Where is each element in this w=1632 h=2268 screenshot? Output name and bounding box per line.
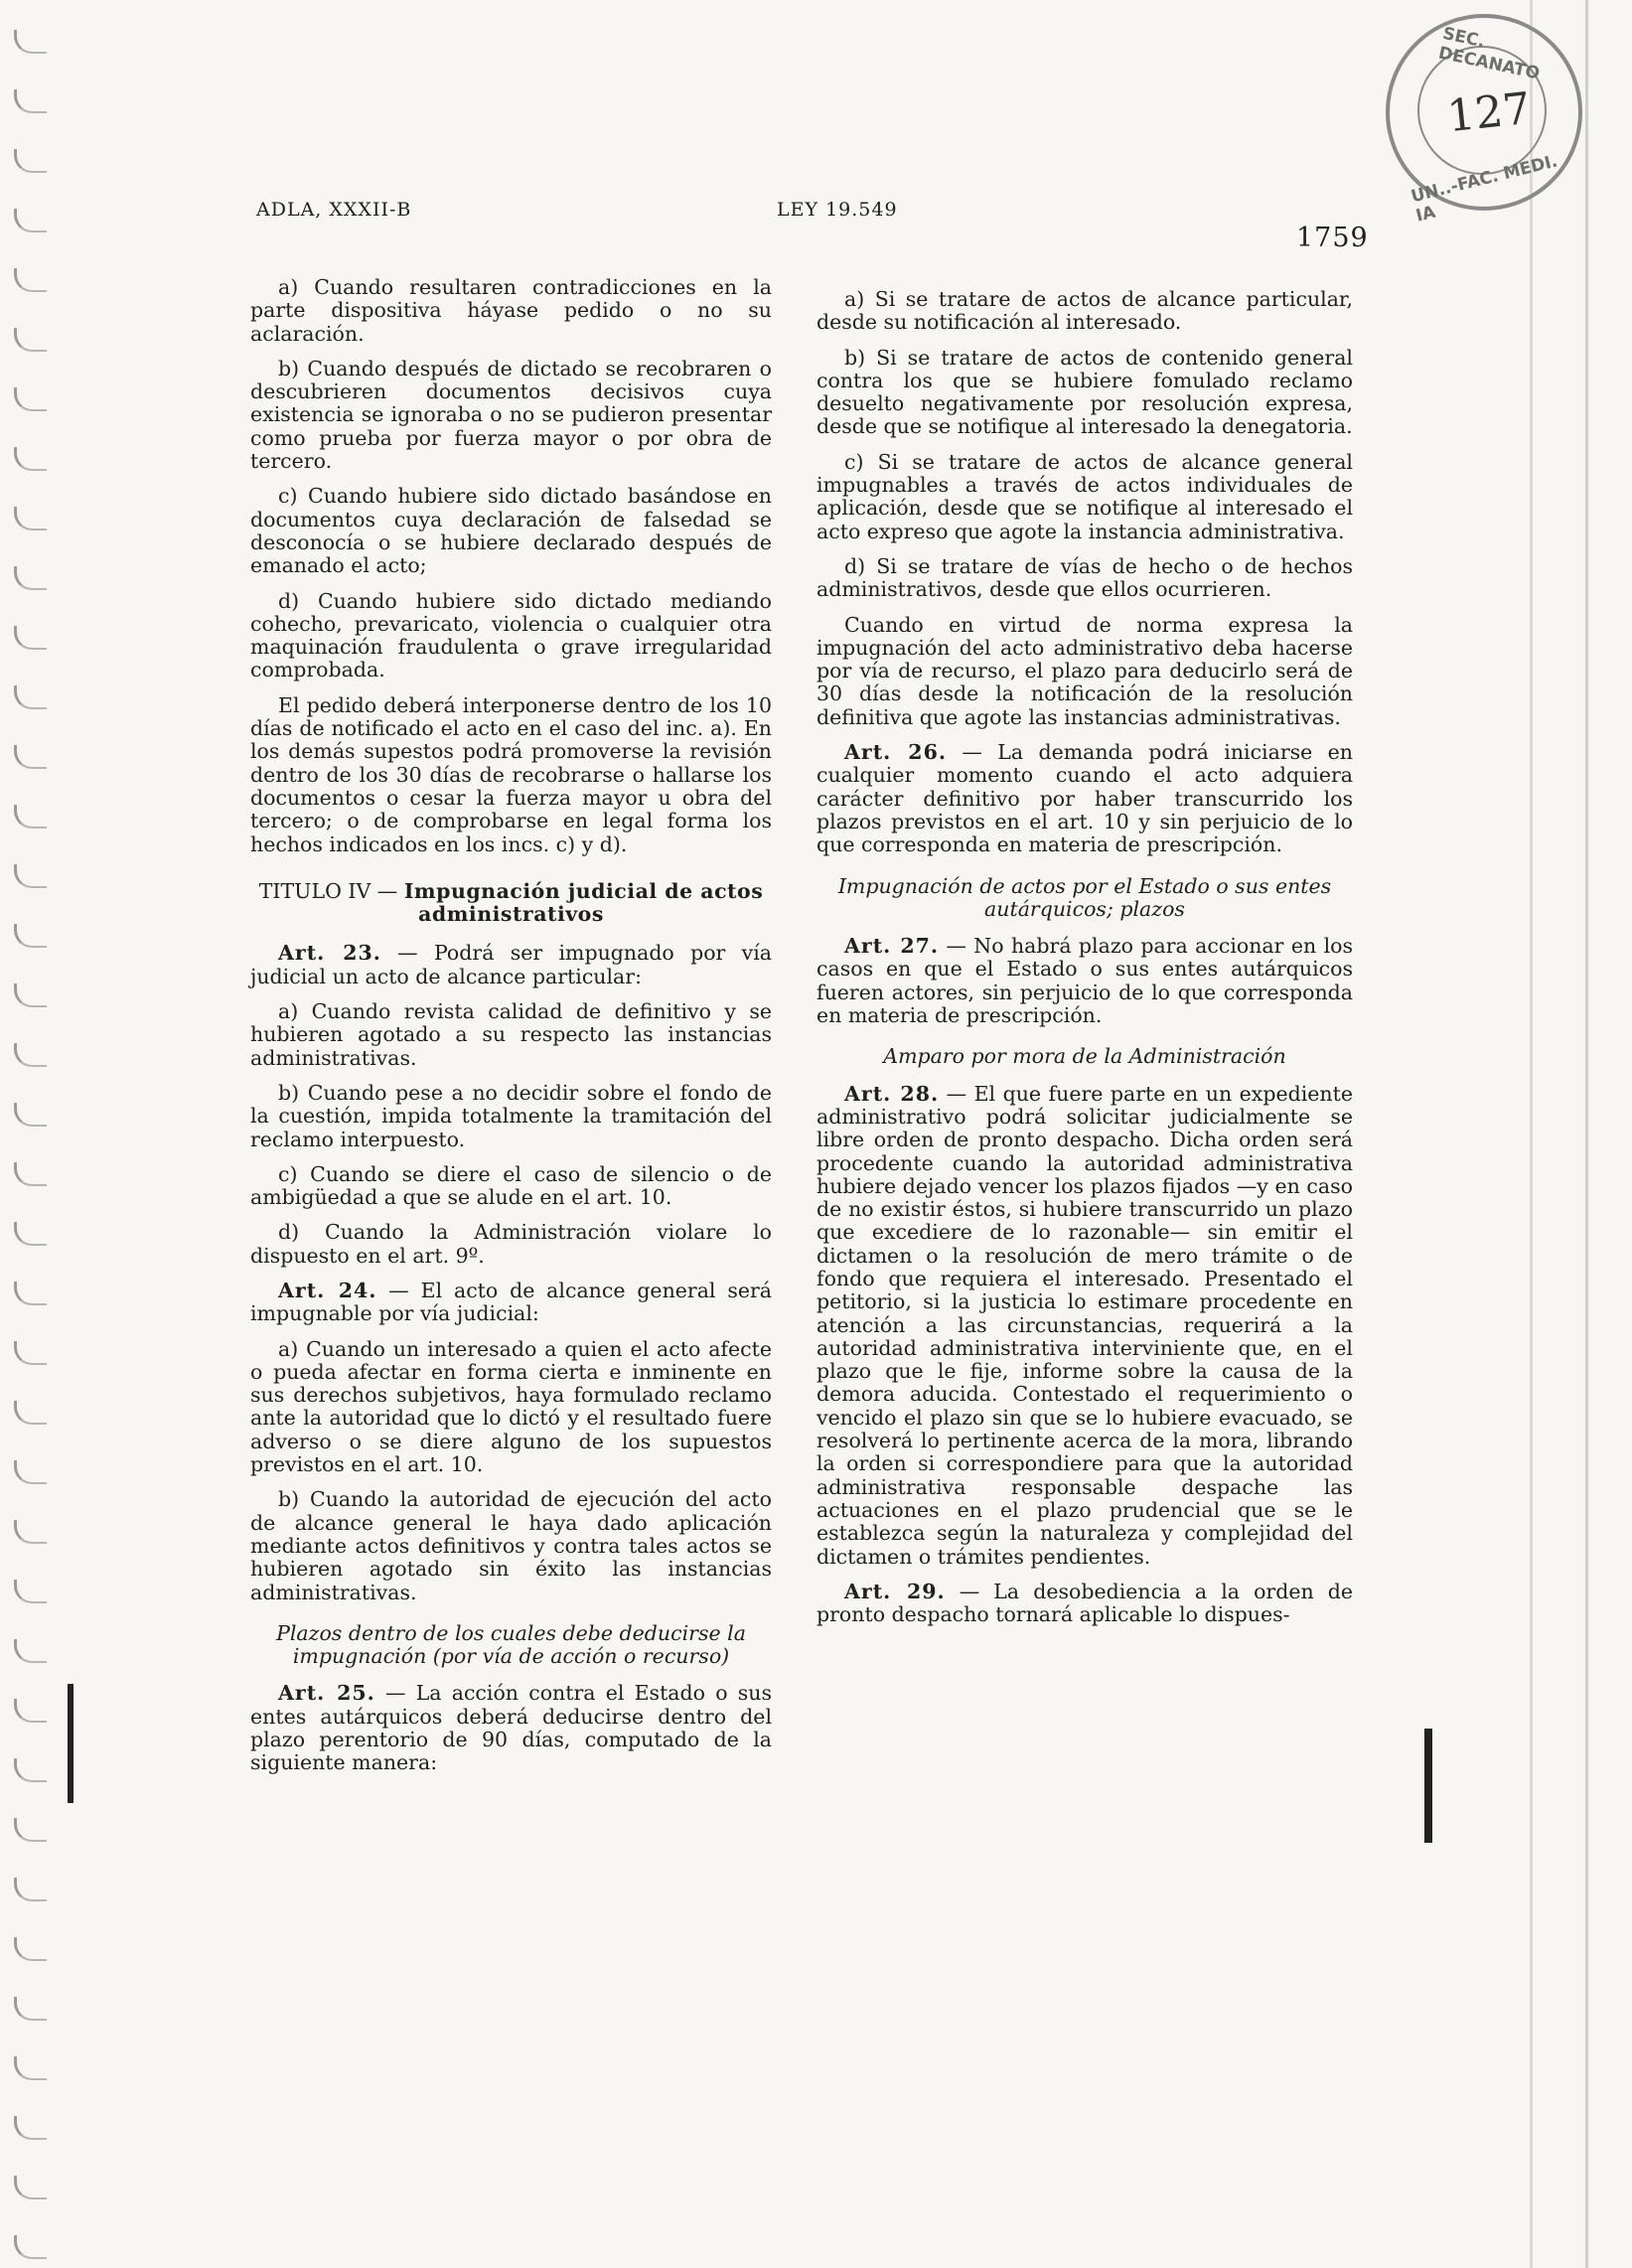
paragraph: d) Cuando hubiere sido dictado mediando cohecho, prevaricato, violencia o cualquier otra maquinación fraudulenta o grave irregularidad comprobada. xyxy=(250,588,772,682)
paragraph: b) Si se tratare de actos de contenido general contra los que se hubiere fomulado reclamo desuelto negativamente por resolución expresa, desde que se notifique al interesado la denegatoria. xyxy=(816,345,1353,439)
left-column xyxy=(250,276,772,1787)
stamp-handwritten-number: 127 xyxy=(1444,82,1534,143)
running-header-left: ADLA, XXXII-B xyxy=(256,199,412,221)
binder-hole xyxy=(14,1162,47,1186)
binder-hole xyxy=(14,447,47,471)
binder-hole xyxy=(14,2235,47,2259)
article-heading: Art. 28. xyxy=(844,1081,940,1106)
section-subtitle: Impugnación de actos por el Estado o sus entes autárquicos; plazos xyxy=(837,873,1332,921)
office-stamp xyxy=(1386,14,1582,227)
binder-hole xyxy=(14,1699,47,1723)
binder-hole xyxy=(14,1043,47,1067)
paragraph: c) Cuando hubiere sido dictado basándose en documentos cuya declaración de falsedad se desconocía o se hubiere declarado después de emanado el acto; xyxy=(250,484,772,578)
binder-hole xyxy=(14,1341,47,1365)
article-heading: Art. 29. xyxy=(844,1579,946,1603)
article-text: — El acto de alcance general será impugnable por vía judicial: xyxy=(250,1278,772,1326)
article-text: — La desobediencia a la orden de pronto despacho tornará aplicable lo dispues- xyxy=(816,1579,1353,1627)
binder-hole xyxy=(14,1460,47,1484)
page-edge-line xyxy=(1585,0,1588,2268)
binder-hole xyxy=(14,864,47,888)
paragraph: Cuando en virtud de norma expresa la impugnación del acto administrativo deba hacerse por vía de recurso, el plazo para deducirlo será de 30 días desde la notificación de la resolución definitiva que agote las instancias administrativas. xyxy=(816,612,1353,729)
binder-hole xyxy=(14,1520,47,1544)
binder-hole xyxy=(14,805,47,829)
stamp-bottom-text: UN..-FAC. MEDI. IA xyxy=(1409,151,1560,227)
section-title-text: Impugnación judicial de actos administrativos xyxy=(403,878,764,927)
article-text: — El que fuere parte en un expediente administrativo podrá solicitar judicialmente se libre orden de pronto despacho. Dicha orden será procedente cuando la autoridad administrativa hubiere dejado vencer los plazos fijados —y en caso de no existir éstos, si hubiere transcurrido un plazo que excediere de lo razonable— sin emitir el dictamen o la resolución de mero trámite o de fondo que requiera el interesado. Presentado el petitorio, si la justicia lo estimare procedente en atención a las circunstancias, requerirá a la autoridad administrativa interviniente que, en el plazo que le fije, informe sobre la causa de la demora aducida. Contestado el requerimiento o vencido el plazo sin que se lo hubiere evacuado, se resolverá lo pertinente acerca de la mora, librando la orden si correspondiere para que la autoridad administrativa responsable despache las actuaciones en el plazo prudencial que se le establezca según la naturaleza y complejidad del dictamen o trámites pendientes. xyxy=(816,1081,1353,1569)
binder-hole xyxy=(14,2056,47,2080)
binder-hole xyxy=(14,1878,47,1901)
paragraph: b) Cuando pese a no decidir sobre el fondo de la cuestión, impida totalmente la tramitación del reclamo interpuesto. xyxy=(250,1080,772,1151)
binder-hole xyxy=(14,745,47,769)
binder-hole xyxy=(14,1103,47,1127)
paragraph: d) Si se tratare de vías de hecho o de hechos administrativos, desde que ellos ocurrieren. xyxy=(816,553,1353,602)
article-heading: Art. 25. xyxy=(278,1681,375,1706)
paragraph: a) Cuando un interesado a quien el acto afecte o pueda afectar en forma cierta e inminente en sus derechos subjetivos, haya formulado reclamo ante la autoridad que lo dictó y el resultado fuere adverso o se diere alguno de los supuestos previstos en el art. 10. xyxy=(250,1336,772,1477)
binder-hole xyxy=(14,2116,47,2140)
binder-hole xyxy=(14,387,47,411)
binder-hole xyxy=(14,983,47,1007)
section-title xyxy=(250,880,772,927)
binder-hole xyxy=(14,1758,47,1782)
binder-hole xyxy=(14,566,47,590)
binder-hole xyxy=(14,209,47,232)
article-paragraph xyxy=(250,1280,772,1326)
binder-hole xyxy=(14,1997,47,2021)
article-paragraph xyxy=(250,1682,772,1774)
article-heading: Art. 27. xyxy=(844,934,939,959)
margin-mark xyxy=(1424,1729,1432,1843)
article-text: — Podrá ser impugnado por vía judicial un acto de alcance particular: xyxy=(250,941,772,988)
paragraph: a) Cuando revista calidad de definitivo y se hubieren agotado a su respecto las instancias administrativas. xyxy=(250,999,772,1070)
article-heading: Art. 24. xyxy=(278,1278,377,1302)
binder-hole xyxy=(14,1401,47,1425)
page-number: 1759 xyxy=(1296,223,1369,253)
binder-hole xyxy=(14,1222,47,1246)
binder-hole xyxy=(14,1937,47,1961)
binder-hole xyxy=(14,924,47,948)
paragraph: a) Si se tratare de actos de alcance particular, desde su notificación al interesado. xyxy=(816,287,1353,335)
binder-hole xyxy=(14,1282,47,1305)
article-paragraph xyxy=(816,1581,1353,1627)
binder-margin xyxy=(0,0,70,2268)
article-paragraph xyxy=(816,741,1353,856)
paragraph: b) Cuando la autoridad de ejecución del acto de alcance general le haya dado aplicación mediante actos definitivos y contra tales actos se hubieren agotado sin éxito las instancias administrativas. xyxy=(250,1487,772,1604)
binder-hole xyxy=(14,1818,47,1842)
section-subtitle: Amparo por mora de la Administración xyxy=(883,1044,1286,1069)
binder-hole xyxy=(14,149,47,173)
binder-hole xyxy=(14,30,47,54)
binder-hole xyxy=(14,507,47,530)
binder-hole xyxy=(14,2176,47,2199)
binder-hole xyxy=(14,89,47,113)
binder-hole xyxy=(14,685,47,709)
binder-hole xyxy=(14,328,47,352)
article-heading: Art. 23. xyxy=(278,941,381,966)
paragraph: c) Cuando se diere el caso de silencio o de ambigüedad a que se alude en el art. 10. xyxy=(250,1161,772,1210)
paragraph: c) Si se tratare de actos de alcance general impugnables a través de actos individuales de aplicación, desde que se notifique al interesado el acto expreso que agote la instancia administrativa. xyxy=(816,449,1353,543)
article-heading: Art. 26. xyxy=(844,740,947,765)
running-header-center: LEY 19.549 xyxy=(777,199,898,221)
binder-hole xyxy=(14,268,47,292)
article-paragraph xyxy=(816,935,1353,1027)
margin-mark xyxy=(68,1684,74,1803)
article-paragraph xyxy=(250,942,772,988)
paragraph: b) Cuando después de dictado se recobraren o descubrieren documentos decisivos cuya existencia se ignoraba o no se pudieron presentar como prueba por fuerza mayor o por obra de tercero. xyxy=(250,356,772,474)
stamp-top-text: SEC. DECANATO xyxy=(1436,23,1542,84)
page-fold-line xyxy=(1530,0,1533,2268)
binder-hole xyxy=(14,1639,47,1663)
binder-hole xyxy=(14,1580,47,1603)
article-text: — No habrá plazo para accionar en los casos en que el Estado o sus entes autárquicos fueren actores, sin perjuicio de lo que corresponda en materia de prescripción. xyxy=(816,934,1353,1028)
paragraph: El pedido deberá interponerse dentro de los 10 días de notificado el acto en el caso del inc. a). En los demás supestos podrá promoverse la revisión dentro de los 30 días de recobrarse o hallarse los documentos o cesar la fuerza mayor u obra del tercero; o de comprobarse en legal forma los hechos indicados en los incs. c) y d). xyxy=(250,692,772,856)
section-subtitle: Plazos dentro de los cuales debe deducirse la impugnación (por vía de acción o recurso) xyxy=(276,1620,746,1669)
section-title-prefix: TITULO IV — xyxy=(258,878,404,903)
right-column xyxy=(816,288,1353,1638)
paragraph: d) Cuando la Administración violare lo dispuesto en el art. 9º. xyxy=(250,1220,772,1268)
binder-hole xyxy=(14,626,47,650)
article-text: — La acción contra el Estado o sus entes autárquicos deberá deducirse dentro del plazo perentorio de 90 días, computado de la siguiente manera: xyxy=(250,1681,772,1775)
article-paragraph xyxy=(816,1083,1353,1569)
paragraph: a) Cuando resultaren contradicciones en la parte dispositiva háyase pedido o no su aclaración. xyxy=(250,275,772,346)
article-text: — La demanda podrá iniciarse en cualquier momento cuando el acto adquiera carácter definitivo por haber transcurrido los plazos previstos en el art. 10 y sin perjuicio de lo que corresponda en materia de prescripción. xyxy=(816,740,1353,857)
